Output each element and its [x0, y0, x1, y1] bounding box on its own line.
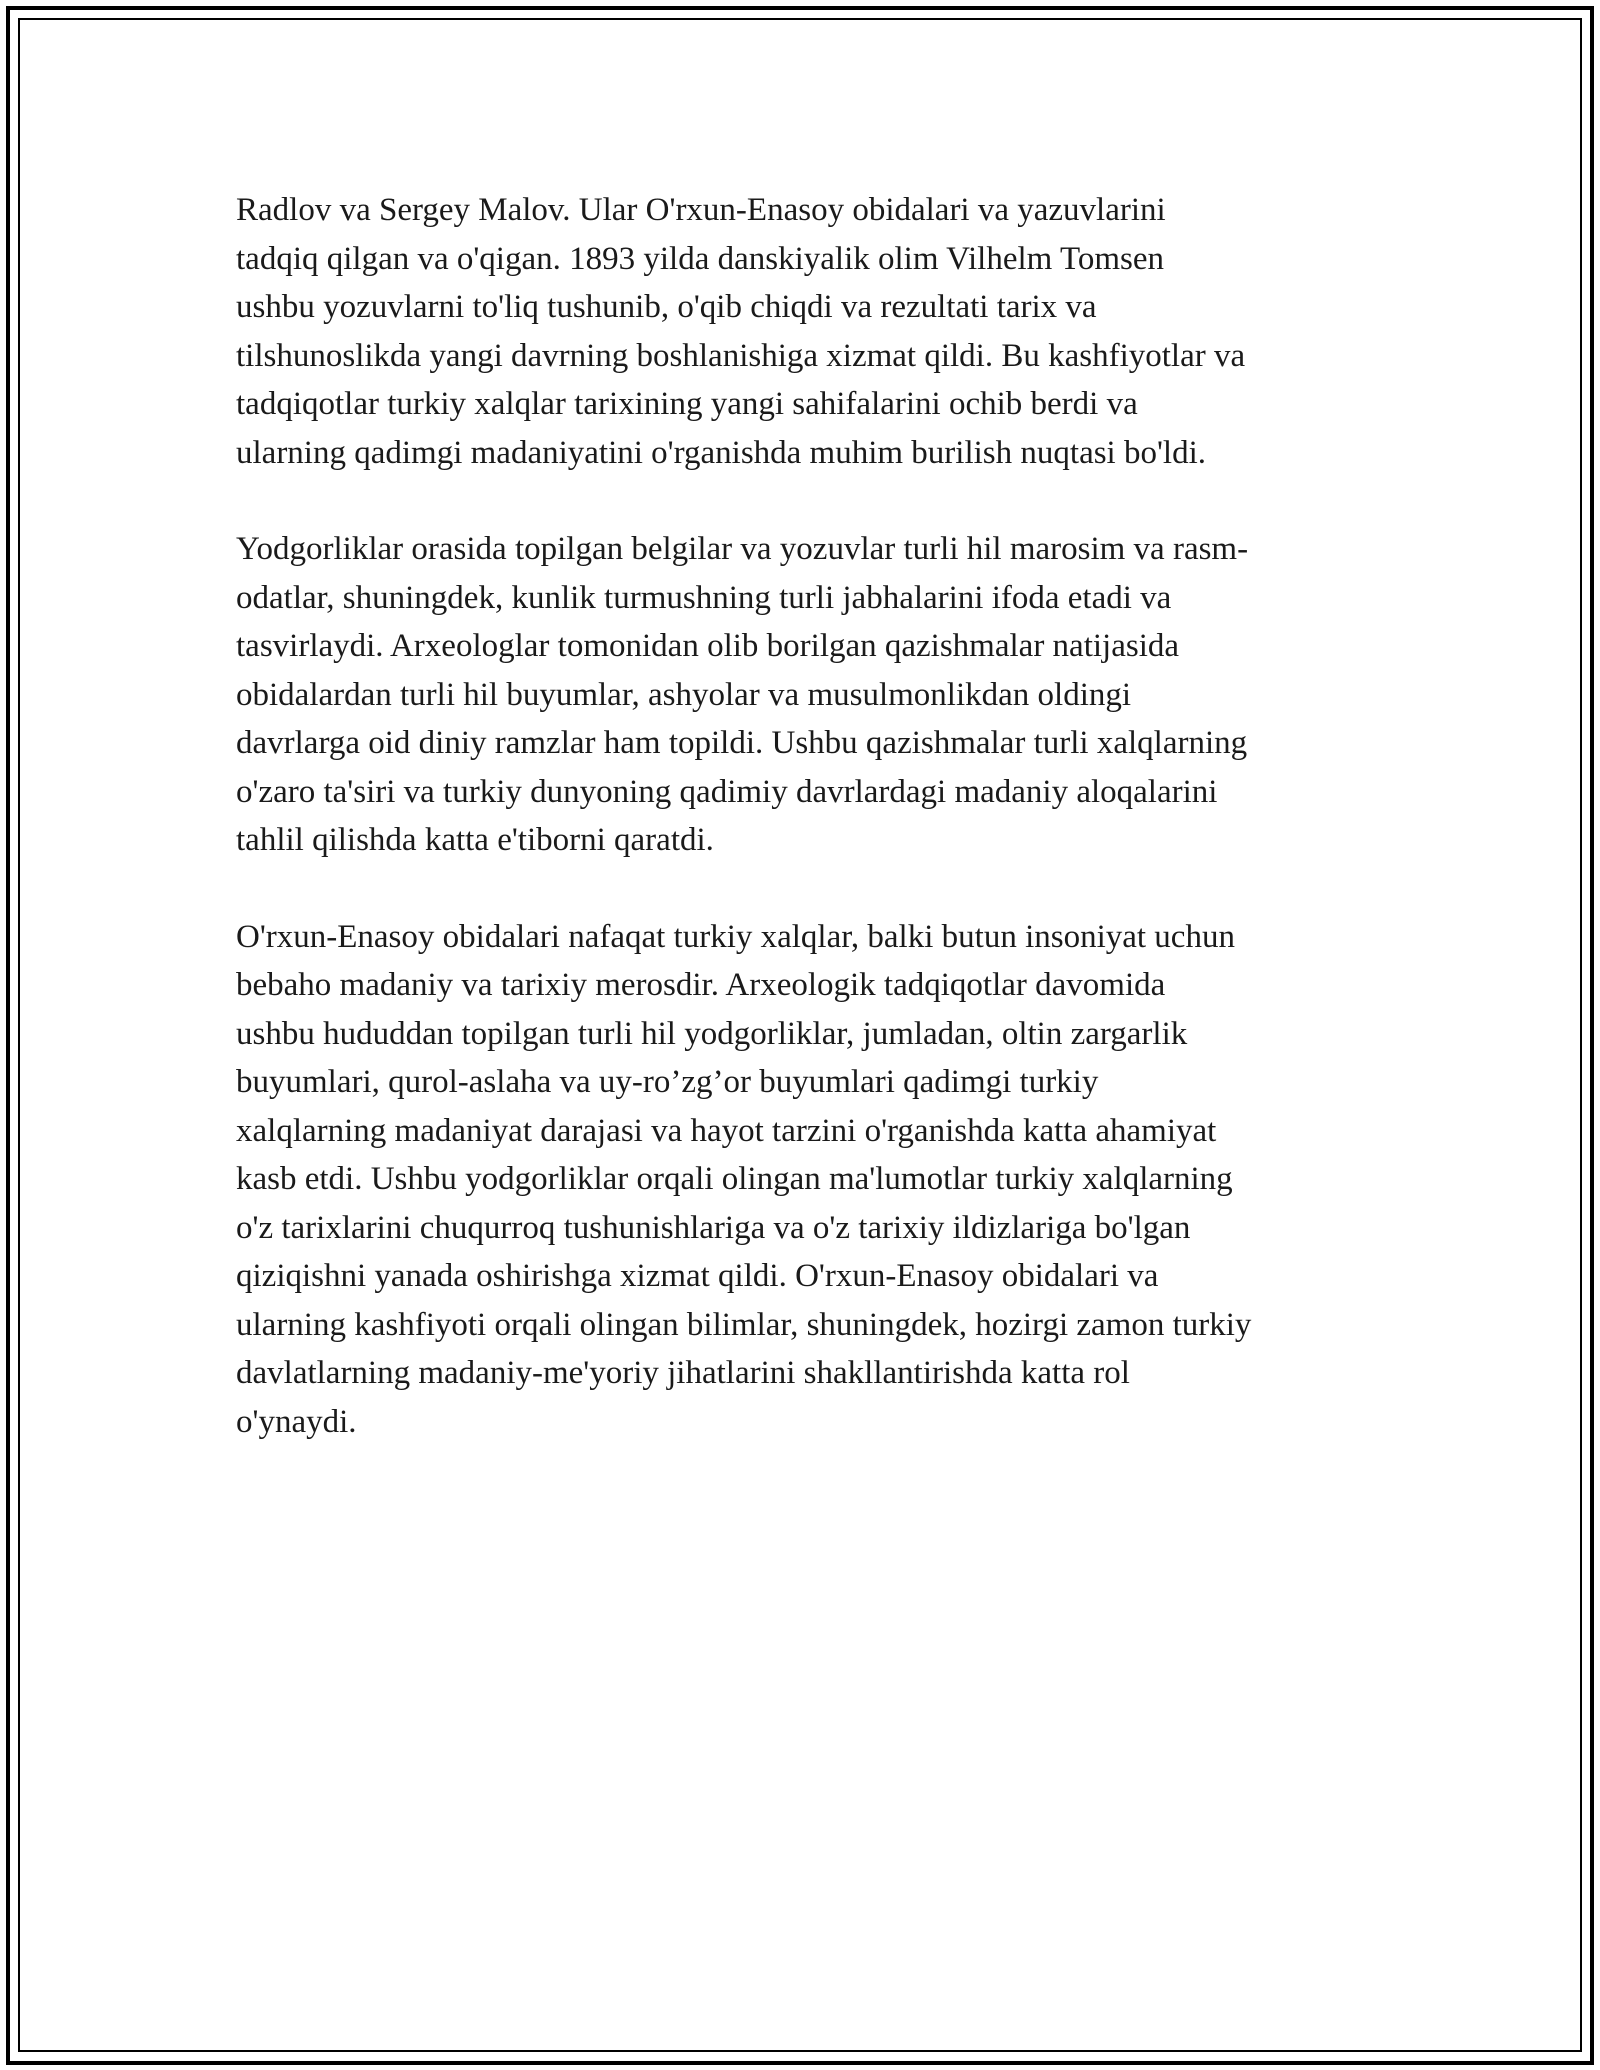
document-body — [236, 186, 1376, 1494]
text-line: xalqlarning madaniyat darajasi va hayot tarzini o'rganishda katta ahamiyat — [236, 1112, 1217, 1149]
text-line: tasvirlaydi. Arxeologlar tomonidan olib borilgan qazishmalar natijasida — [236, 628, 1180, 664]
paragraph-1 — [236, 186, 1376, 477]
text-line: ularning qadimgi madaniyatini o'rganishda muhim burilish nuqtasi bo'ldi. — [236, 434, 1207, 471]
text-line: o'zaro ta'siri va turkiy dunyoning qadimiy davrlardagi madaniy aloqalarini — [236, 773, 1218, 810]
text-line: bebaho madaniy va tarixiy merosdir. Arxeologik tadqiqotlar davomida — [236, 967, 1166, 1003]
text-line: davlatlarning madaniy-me'yoriy jihatlarini shakllantirishda katta rol — [236, 1355, 1130, 1391]
text-line: davrlarga oid diniy ramzlar ham topildi. Ushbu qazishmalar turli xalqlarning — [236, 725, 1248, 761]
text-line: Yodgorliklar orasida topilgan belgilar va yozuvlar turli hil marosim va rasm- — [236, 531, 1249, 567]
text-line: o'ynaydi. — [236, 1403, 357, 1440]
text-line: ularning kashfiyoti orqali olingan bilimlar, shuningdek, hozirgi zamon turkiy — [236, 1306, 1252, 1343]
paragraph-3 — [236, 913, 1376, 1447]
text-line: tahlil qilishda katta e'tiborni qaratdi. — [236, 822, 714, 858]
text-line: tadqiqotlar turkiy xalqlar tarixining yangi sahifalarini ochib berdi va — [236, 386, 1138, 422]
text-line: tadqiq qilgan va o'qigan. 1893 yilda danskiyalik olim Vilhelm Tomsen — [236, 240, 1164, 277]
paragraph-2 — [236, 525, 1376, 865]
text-line: ushbu yozuvlarni to'liq tushunib, o'qib chiqdi va rezultati tarix va — [236, 289, 1097, 325]
text-line: obidalardan turli hil buyumlar, ashyolar va musulmonlikdan oldingi — [236, 676, 1132, 713]
text-line: tilshunoslikda yangi davrning boshlanishiga xizmat qildi. Bu kashfiyotlar va — [236, 337, 1246, 374]
text-line: ushbu hududdan topilgan turli hil yodgorliklar, jumladan, oltin zargarlik — [236, 1015, 1188, 1052]
text-line: qiziqishni yanada oshirishga xizmat qildi. O'rxun-Enasoy obidalari va — [236, 1258, 1159, 1294]
text-line: o'z tarixlarini chuqurroq tushunishlariga va o'z tarixiy ildizlariga bo'lgan — [236, 1209, 1191, 1246]
text-line: O'rxun-Enasoy obidalari nafaqat turkiy xalqlar, balki butun insoniyat uchun — [236, 918, 1235, 955]
text-line: odatlar, shuningdek, kunlik turmushning turli jabhalarini ifoda etadi va — [236, 579, 1172, 616]
text-line: buyumlari, qurol-aslaha va uy-ro’zg’or buyumlari qadimgi turkiy — [236, 1064, 1099, 1100]
text-line: Radlov va Sergey Malov. Ular O'rxun-Enasoy obidalari va yazuvlarini — [236, 192, 1166, 228]
text-line: kasb etdi. Ushbu yodgorliklar orqali olingan ma'lumotlar turkiy xalqlarning — [236, 1161, 1233, 1197]
